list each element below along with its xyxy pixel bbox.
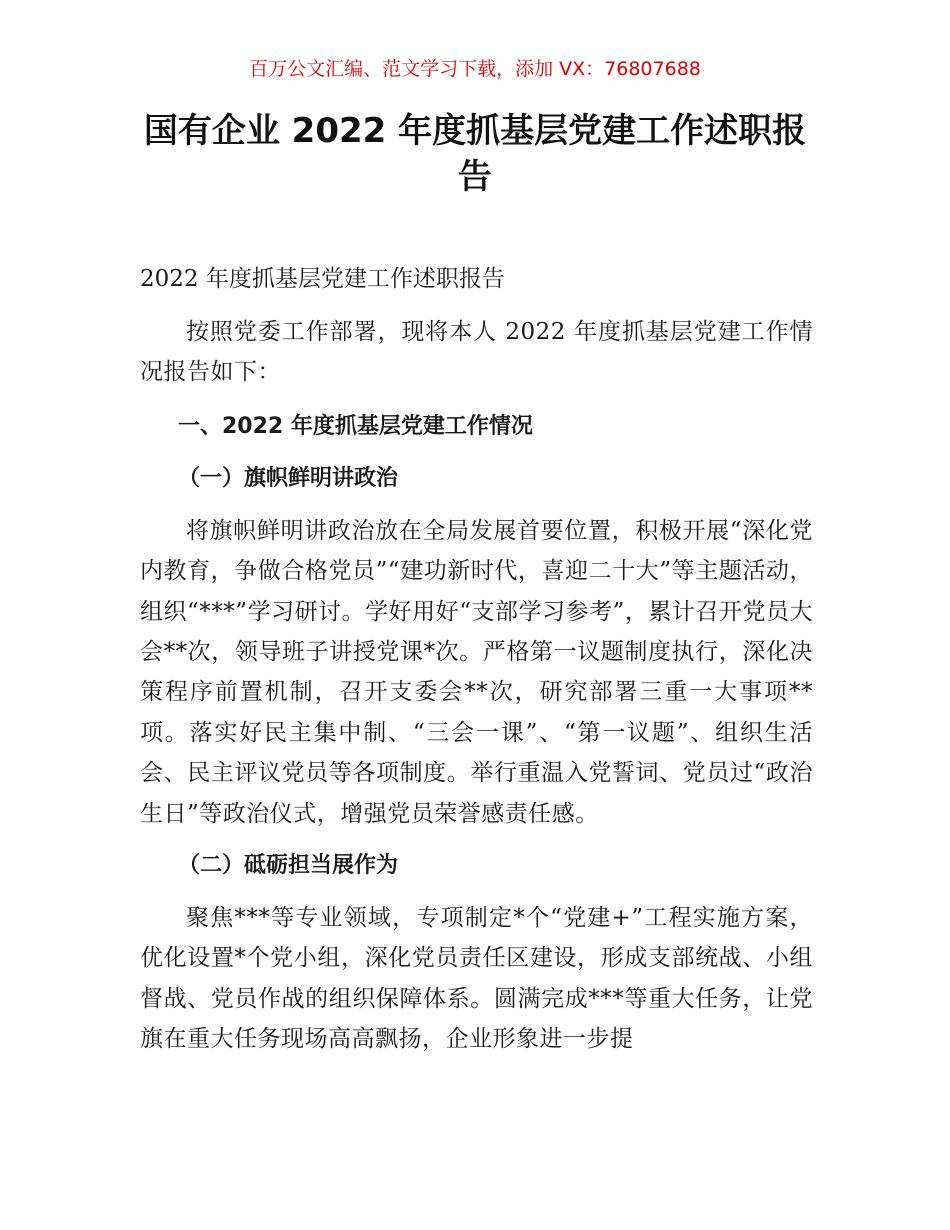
section-1-heading: 一、2022 年度抓基层党建工作情况 [178,413,533,439]
document-body [140,312,813,1060]
subsection-2-paragraph: 聚焦***等专业领域，专项制定*个“党建+”工程实施方案，优化设置*个党小组，深化党员责任区建设，形成支部统战、小组督战、党员作战的组织保障体系。圆满完成***等重大任务，让党旗在重大任务现场高高飘扬，企业形象进一步提 [140,905,813,1053]
subsection-1-heading: （一）旗帜鲜明讲政治 [178,465,399,491]
document-subtitle: 2022 年度抓基层党建工作述职报告 [140,266,505,292]
subsection-1-paragraph: 将旗帜鲜明讲政治放在全局发展首要位置，积极开展“深化党内教育，争做合格党员”“建功新时代，喜迎二十大”等主题活动，组织“***”学习研讨。学好用好“支部学习参考”，累计召开党员大会**次，领导班子讲授党课*次。严格第一议题制度执行，深化决策程序前置机制，召开支委会**次，研究部署三重一大事项**项。落实好民主集中制、“三会一课”、“第一议题”、组织生活会、民主评议党员等各项制度。举行重温入党誓词、党员过“政治生日”等政治仪式，增强党员荣誉感责任感。 [140,517,813,827]
document-title: 国有企业 2022 年度抓基层党建工作述职报告 [143,111,807,197]
intro-paragraph: 按照党委工作部署，现将本人 2022 年度抓基层党建工作情况报告如下： [140,319,813,386]
subsection-2-heading: （二）砥砺担当展作为 [178,853,399,879]
download-banner: 百万公文汇编、范文学习下载，添加 VX：76807688 [249,58,701,80]
